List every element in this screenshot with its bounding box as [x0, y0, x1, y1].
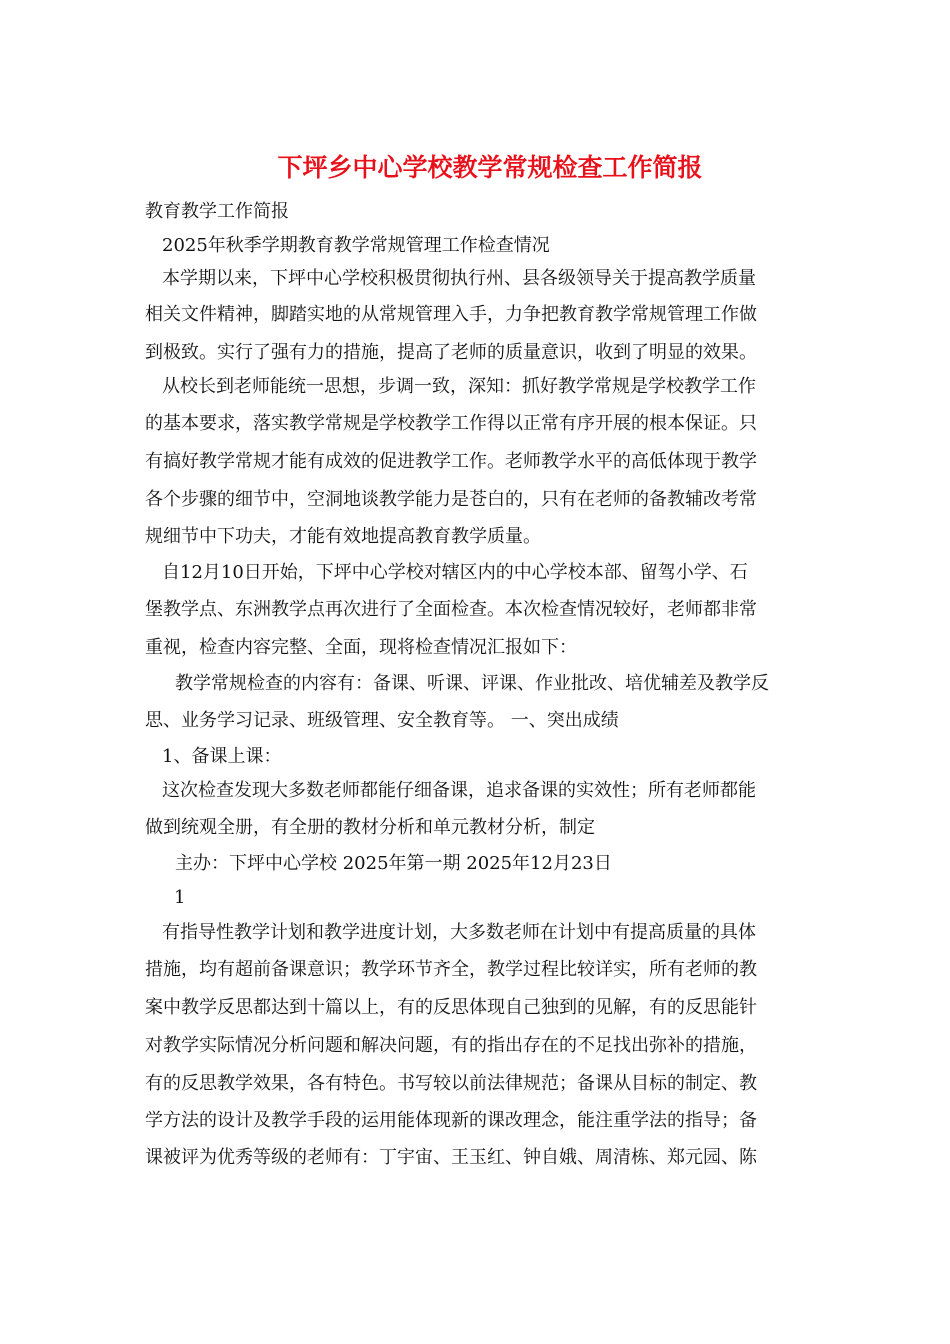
text-line: 案中教学反思都达到十篇以上，有的反思体现自己独到的见解，有的反思能针: [145, 997, 757, 1018]
text-line: 对教学实际情况分析问题和解决问题，有的指出存在的不足找出弥补的措施，: [145, 1035, 757, 1056]
text-line: 教学常规检查的内容有：备课、听课、评课、作业批改、培优辅差及教学反: [175, 673, 769, 694]
text-line: 学方法的设计及教学手段的运用能体现新的课改理念，能注重学法的指导；备: [145, 1110, 757, 1131]
text-line: 措施，均有超前备课意识；教学环节齐全，教学过程比较详实，所有老师的教: [145, 959, 757, 980]
text-line: 到极致。实行了强有力的措施，提高了老师的质量意识，收到了明显的效果。: [145, 342, 757, 363]
text-line: 这次检查发现大多数老师都能仔细备课，追求备课的实效性；所有老师都能: [162, 780, 756, 801]
text-line: 思、业务学习记录、班级管理、安全教育等。 一、突出成绩: [145, 710, 619, 731]
text-line: 自12月10日开始，下坪中心学校对辖区内的中心学校本部、留驾小学、石: [162, 562, 748, 583]
publisher-line: 主办：下坪中心学校 2025年第一期 2025年12月23日: [175, 853, 612, 874]
text-line: 有搞好教学常规才能有成效的促进教学工作。老师教学水平的高低体现于教学: [145, 451, 757, 472]
text-line: 本学期以来，下坪中心学校积极贯彻执行州、县各级领导关于提高教学质量: [162, 268, 756, 289]
text-line: 各个步骤的细节中，空洞地谈教学能力是苍白的，只有在老师的备教辅改考常: [145, 489, 757, 510]
text-line: 重视，检查内容完整、全面，现将检查情况汇报如下：: [145, 637, 577, 658]
text-line: 课被评为优秀等级的老师有：丁宇宙、王玉红、钟自娥、周清栋、郑元园、陈: [145, 1147, 757, 1168]
text-line: 规细节中下功夫，才能有效地提高教育教学质量。: [145, 526, 541, 547]
text-line: 相关文件精神，脚踏实地的从常规管理入手，力争把教育教学常规管理工作做: [145, 304, 757, 325]
document-title: 下坪乡中心学校教学常规检查工作简报: [277, 153, 703, 182]
line-section-heading: 2025年秋季学期教育教学常规管理工作检查情况: [162, 235, 550, 256]
text-line: 有的反思教学效果，各有特色。书写较以前法律规范；备课从目标的制定、教: [145, 1073, 757, 1094]
text-line: 堡教学点、东洲教学点再次进行了全面检查。本次检查情况较好，老师都非常: [145, 599, 757, 620]
text-line: 1、备课上课：: [162, 746, 282, 767]
text-line: 的基本要求，落实教学常规是学校教学工作得以正常有序开展的根本保证。只: [145, 413, 757, 434]
page-number: 1: [174, 887, 186, 908]
text-line: 做到统观全册，有全册的教材分析和单元教材分析，制定: [145, 817, 595, 838]
line-subtitle: 教育教学工作简报: [145, 201, 289, 222]
text-line: 从校长到老师能统一思想，步调一致，深知：抓好教学常规是学校教学工作: [162, 376, 756, 397]
text-line: 有指导性教学计划和教学进度计划，大多数老师在计划中有提高质量的具体: [162, 922, 756, 943]
